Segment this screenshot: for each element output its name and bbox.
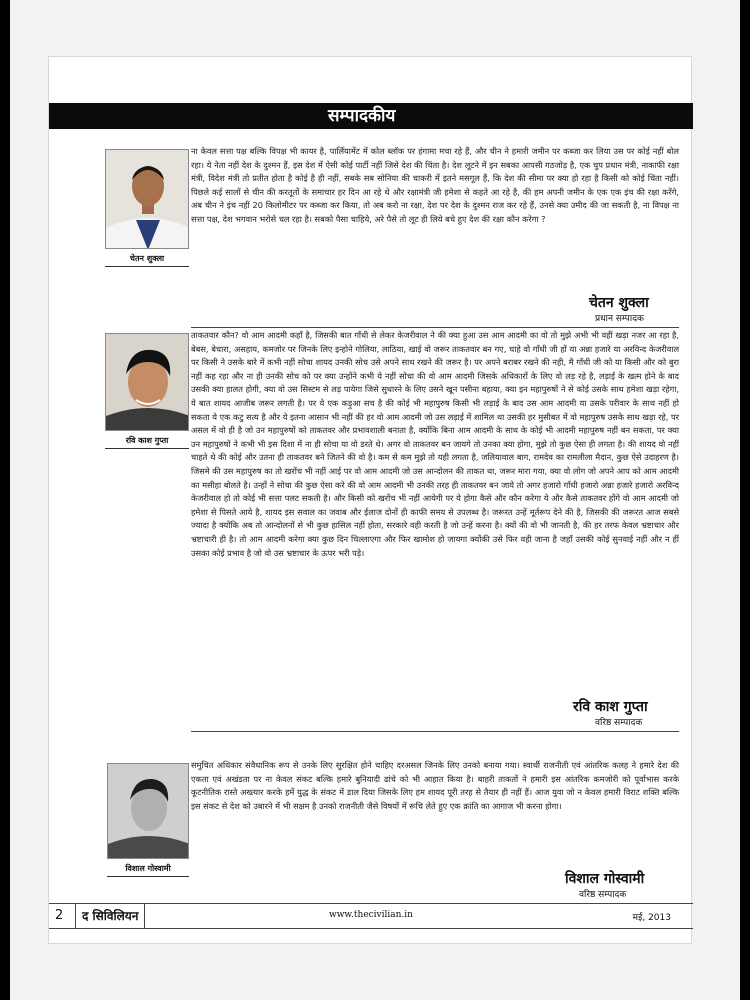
- page-number: 2: [55, 908, 64, 923]
- photo-caption-vishal: विशाल गोस्वामी: [107, 863, 189, 877]
- magazine-name: द सिविलियन: [75, 904, 145, 928]
- editorial-2-text: ताकतवार कौन? वो आम आदमी कहाँ है, जिसकी बात गाँधी से लेकर केजरीवाल ने की क्या हुआ उस आम आदमी का वो तो मुझे अभी भी वहीं खड़ा नजर आ रहा है, बेबस, बेचारा, असहाय, कमजोर पर जिनके लिए इन्होने गोलिया, लाठिया, खाई वो जरूर ताकतवार बन गए, चाहे वो गाँधी जी हों या अन्ना हजारे या अरविन्द केजरीवाल पर किसी ने उसके बारे में कभी नहीं सोचा शायद उनकी सोच उसे अपने साथ रखने की जरूर है। पर अपने बराबर रखने की नही, मै गाँधी जी को या किसी और को बुरा नहीं कह रहा और ना ही उनकी सोच को पर क्या उन्होंने कभी ये नहीं सोचा की वो आम आदमी जिसके अधिकारों के लिए वो लड़ रहे है, लड़ाई के खत्म होने के बाद उसकी क्या हालत होगी, क्या वो उस सिस्टम से लड़ पायेगा जिसे सुधारने के लिए उसने खून पसीना बहाया, क्या इन महापुरुषों ने से कोई उसके साथ हमेशा खड़ा रहेगा, ये बात शायद आजीब जरूर लगती है। पर ये एक कड़ुआ सच है की कोई भी महापुरुष किसी भी लड़ाई के बाद उस आम आदमी या उसके परीवार के साथ नहीं हो सकता ये एक कटु सत्य है और ये इतना आसान भी नहीं की हर वो आम आदमी जो उस लड़ाई में शामिल था उसकी हर मुसीबत में वो महापुरुष उसके साथ खड़ा रहे, पर असल में वो ही है जो उन महापुरुषों को ताकतवर और प्रभावशाली बनाता है, क्योंकि बिना आम आदमी के साथ के कोई भी आदमी महापुरुष नहीं बन सकता, पर क्या उन महापुरुषों ने कभी भी इस दिशा में ना ही सोचा या वो डरते थे। अगर वो ताकतवर बन जायगे तो उनका क्या होगा, मुझे तो कुछ ऐसा ही लगता है। की शायद वो नहीं चाहते थे की कोई और उतना ही ताकतवर बने जितने की वो है। कम से कम मुझे तो यही लगता है, जलियावाल बाग, रामदेव का रामलीला मैदान, कुछ ऐसे उदाहरण है। जिसमे की उस महापुरुष का तो खरोंच भी नहीं आई पर वो आम आदमी जो उस आन्दोलन की ताकत था, जरूर मारा गया, क्या वो लोग जो अपने आप को आम आदमी का मसीहा बोलते है। उन्हों ने सोचा की कुछ ऐसा करे की वो आम आदमी भी उनकी तरह ही ताकतवर बन जाये तो अगर हजारो गाँधी हजारो अन्ना हजारे हजारो अरविन्द केजरीवाल हो तो कोई भी सत्ता पलट सकती है। और किसी को खरोंच भी नहीं आयेगी पर ये होगा कैसे और कौन करेगा ये और कैसे ताकतवर होंगे वो आम आदमी जो हमेशा से पिसते आये है, शायद इस सवाल का जवाब और ईलाज दोनों ही काफी समय से उपलब्ध है। जरूरत उन्हें मूर्तरूप देने की है, जिसकी की जरूरत आज सबसे ज्यादा है क्योंकि अब तो आन्दोलनों से भी कुछ हासिल नहीं होता, सरकारे वही करती है जो उन्हें करना है। क्यों की वो भी जानती है, की हर तरफ केवल भ्रष्टाचार और भ्रष्टाचारी ही है। तो आम आदमी करेगा क्या कुछ दिन चिल्लाएगा और फिर खामोश हो जायगा क्योंकी उसे फिर वही जाना है जहाँ उसकी कोई सुनवाई नहीं और न हीं उसका कोई प्रभाव है जो वो उस भ्रष्टाचार के ऊपर भरी पड़े।: [191, 330, 679, 558]
- signature-ravi-role: वरिष्ठ सम्पादक: [595, 718, 643, 728]
- editorial-1-text: ना केवल सत्ता पक्ष बल्कि विपक्ष भी कायर है, पार्लियामेंट में कोल ब्लॉक पर हंगामा मचा रहे हैं, और चीन ने हमारी जमीन पर कब्जा कर लिया उस पर कोई नहीं बोल रहा। ये नेता नहीं देश के दुश्मन हैं, इस देश में ऐसी कोई पार्टी नहीं जिसे देश की चिंता है। देश लूटने में इन सबका आपसी गठजोड़ है, एक चुप प्रधान मंत्री, नाकाफी रक्षा मंत्री, विदेश मंत्री तो प्रतीत होता है कोई है ही नहीं, सबके सब सोनिया की चाकरी में इतने मसगूल हैं, कि देश की सीमा पर क्या हो रहा है किसी को कोई चिंता नहीं। पिछले कई सालों से चीन की करतूतों के समाचार हर दिन आ रहे थे और रक्षामंत्री जी हमेशा से कहते आ रहे है, की हम अपनी जमीन के एक एक इंच की रक्षा करेंगे, अब चीन ने इंच नहीं 20 किलोमीटर पर कब्जा कर किया, तो अब करो ना रक्षा, देश पर देश के दुश्मन राज कर रहे हैं, उनसे क्या उमीद की जा सकती है, ना विपक्ष ना सत्ता पक्ष, देश भगवान भरोसे चल रहा है। सबको पैसा चाहिये, अरे पैसे तो लूट ही लिये बचे हुए देश की रक्षा कौन करेगा ?: [191, 146, 679, 224]
- section-divider: [191, 731, 679, 732]
- editor-photo-chetan: [105, 149, 189, 249]
- signature-chetan-name: चेतन शुक्ला: [589, 295, 649, 311]
- section-divider: [191, 327, 679, 328]
- editor-photo-ravi: [105, 333, 189, 431]
- signature-chetan-role: प्रधान सम्पादक: [595, 314, 644, 324]
- photo-caption-chetan: चेतन शुक्ला: [105, 253, 189, 267]
- signature-ravi-name: रवि काश गुप्ता: [573, 699, 648, 715]
- signature-vishal-name: विशाल गोस्वामी: [565, 871, 645, 887]
- magazine-page: [48, 56, 692, 944]
- signature-vishal-role: वरिष्ठ सम्पादक: [579, 890, 627, 900]
- section-banner: [49, 103, 693, 129]
- section-title: सम्पादकीय: [314, 103, 409, 129]
- issue-date: मई, 2013: [632, 913, 671, 923]
- photo-caption-ravi: रवि काश गुप्ता: [105, 435, 189, 449]
- website-link[interactable]: www.thecivilian.in: [329, 910, 413, 920]
- page-footer: [49, 903, 693, 929]
- editorial-3-text: समुचित अधिकार संवैधानिक रूप से उनके लिए सुरक्षित होने चाहिए दरअसल जिनके लिए उनको बनाया गया। स्वार्थी राजनीती एवं आंतरिक कलह ने हमारे देश की एकता एवं अखंडता पर ना केवल संकट बल्कि हमारे बुनियादी ढांचे को भी आहात किया है। बाहरी ताकतों ने हमारी इस आंतरिक कमजोरी को पूर्वाभास करके कूटनीतिक रास्ते अख्त्यार करके हमें युद्ध के संकट में डाल दिया जिसके लिए हम शायद पूरी तरह से तैयार ही नहीं हैं। आज युवा जो न केवल हमारी विराट शक्ति बल्कि इस संकट से देश को उबारने में भी सक्षम है उनको राजनीती जैसे विषयों में रूचि लेते हुए एक क्रांति का आगाज भी करना होगा।: [191, 760, 679, 811]
- page-background: [10, 0, 740, 1000]
- editor-photo-vishal: [107, 763, 189, 859]
